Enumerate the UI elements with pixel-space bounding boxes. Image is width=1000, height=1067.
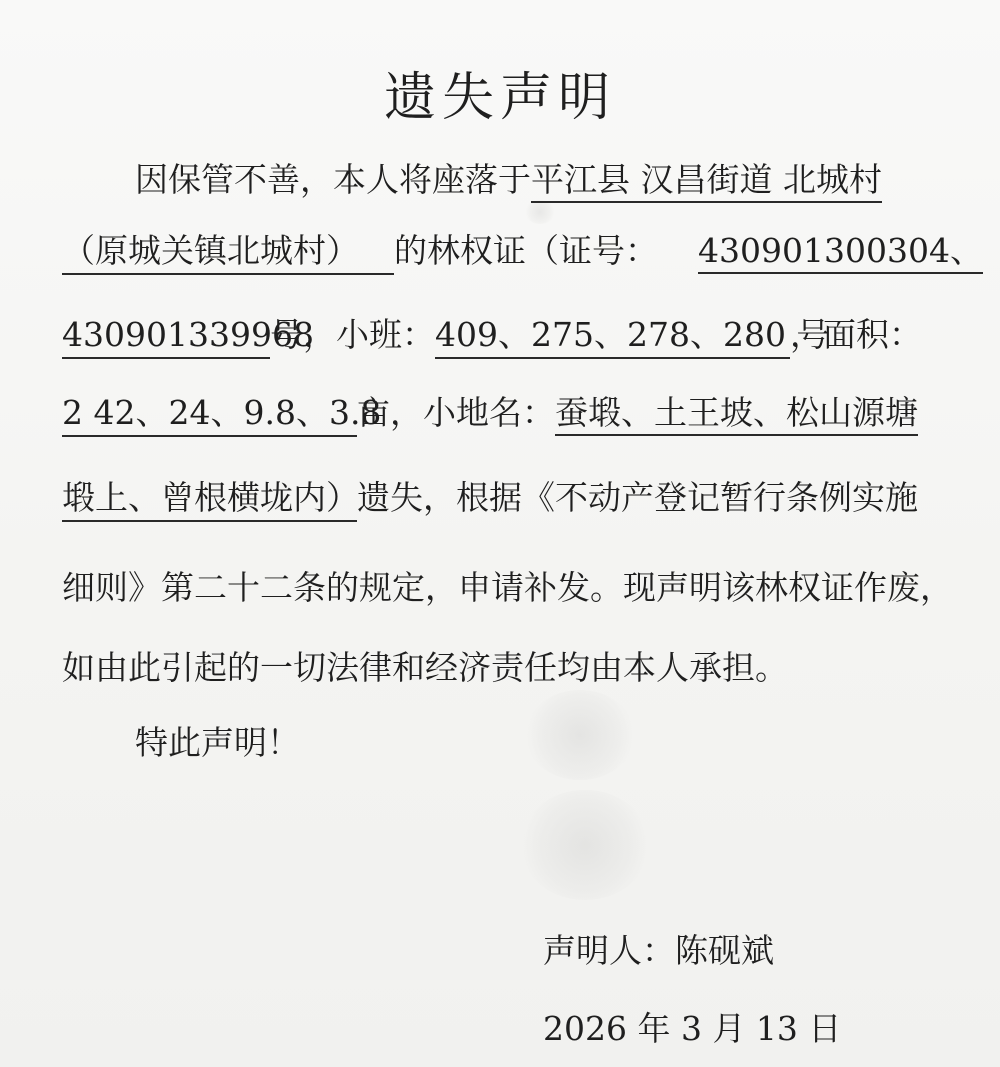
- body-line-1: [135, 160, 940, 200]
- area-underlined: 2 42、24、9.8、3.8: [62, 393, 357, 437]
- body-text: 号，小班：: [270, 315, 435, 354]
- stain-mark: [520, 790, 650, 900]
- certificate-number-underlined: 430901300304、: [698, 231, 983, 274]
- body-line-2: [62, 231, 983, 275]
- body-text: 的林权证（证号：: [394, 231, 658, 270]
- certificate-number-underlined: 430901339968: [62, 315, 270, 359]
- declarant-signature: 声明人：陈砚斌: [543, 931, 774, 970]
- body-text: 亩，小地名：: [357, 393, 555, 432]
- body-line-3: [62, 315, 940, 359]
- declaration-date: 2026 年 3 月 13 日: [543, 1009, 842, 1048]
- body-text: 因保管不善，本人将座落于: [135, 160, 531, 199]
- body-line-5: [62, 478, 940, 522]
- body-text: ，面积：: [790, 315, 922, 354]
- body-line-7: 如由此引起的一切法律和经济责任均由本人承担。: [62, 648, 788, 687]
- page-title: 遗失声明: [383, 68, 616, 128]
- place-name-underlined: 塅上、曾根横垅内）: [62, 478, 357, 522]
- body-line-6: 细则》第二十二条的规定，申请补发。现声明该林权证作废，: [62, 568, 953, 607]
- location-underlined: 平江县 汉昌街道 北城村: [531, 160, 882, 203]
- closing-line: 特此声明！: [135, 723, 300, 762]
- subcompartment-underlined: 409、275、278、280 号: [435, 315, 790, 359]
- former-location-underlined: （原城关镇北城村）: [62, 231, 394, 275]
- place-name-underlined: 蚕塅、土王坡、松山源塘: [555, 393, 918, 436]
- body-text: 遗失，根据《不动产登记暂行条例实施: [357, 478, 918, 517]
- stain-mark: [525, 200, 555, 224]
- body-line-4: [62, 393, 940, 437]
